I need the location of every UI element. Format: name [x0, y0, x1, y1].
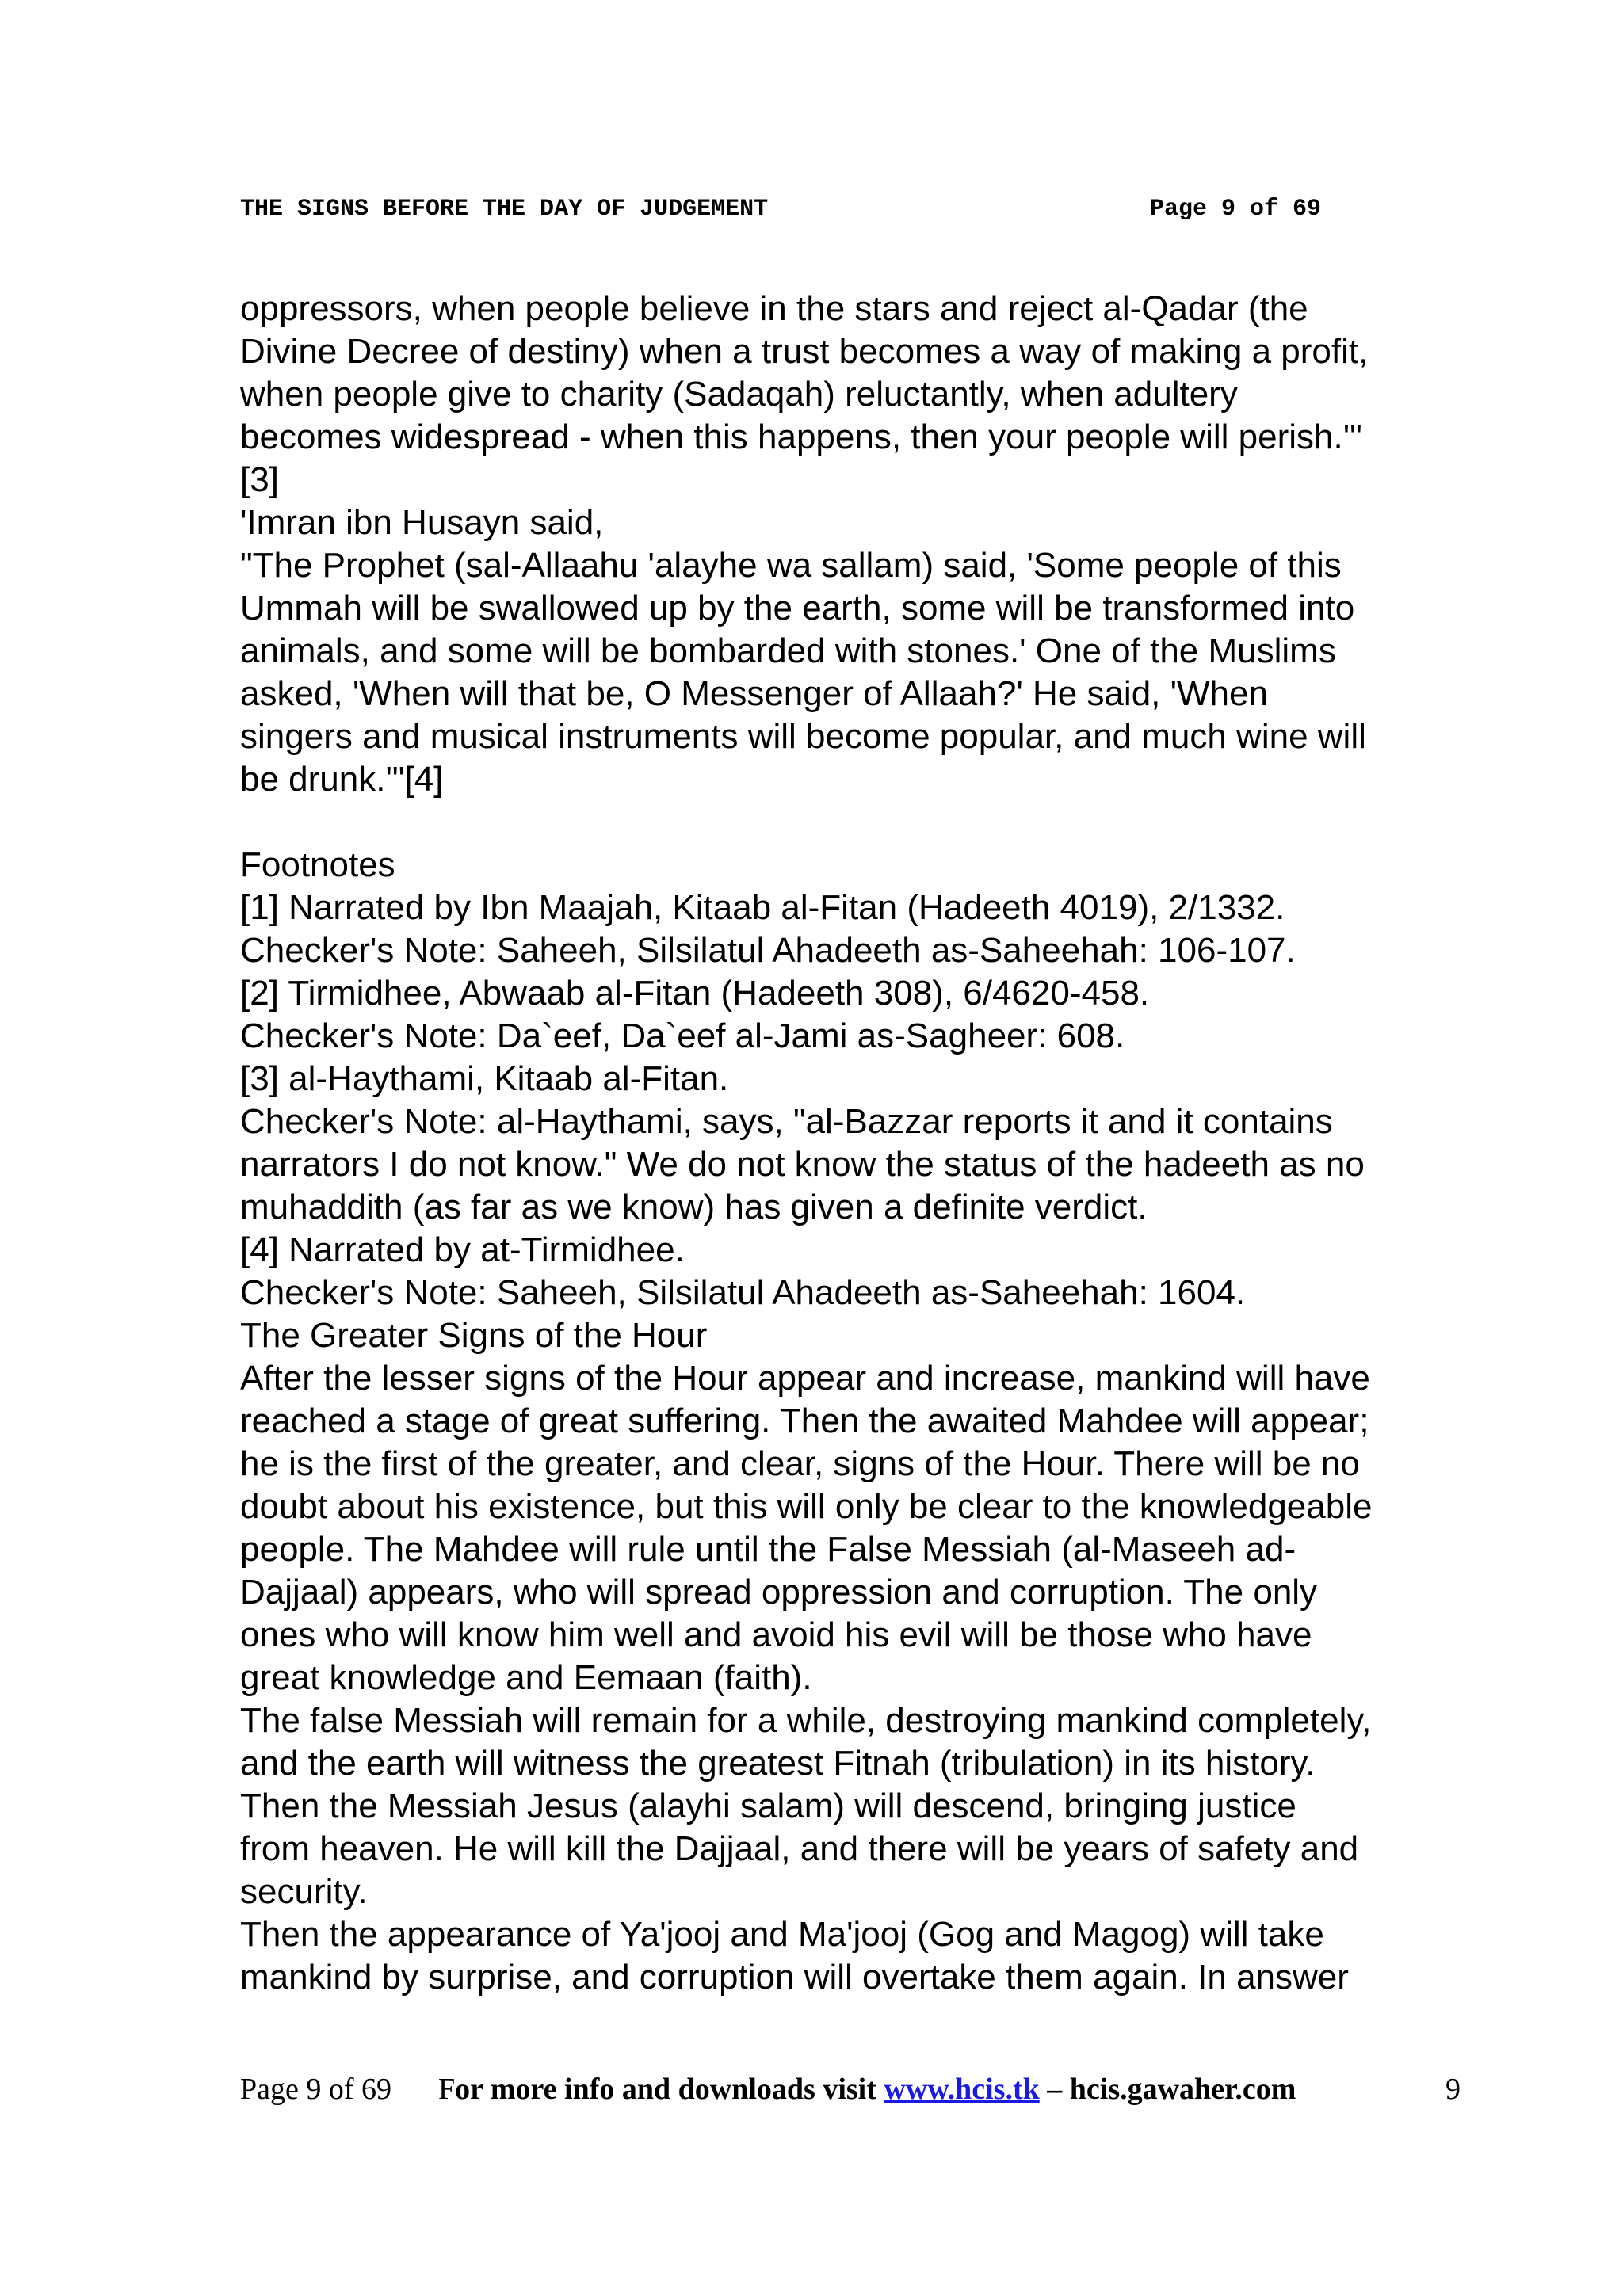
body-line: asked, 'When will that be, O Messenger of Allaah?' He said, 'When	[240, 674, 1268, 713]
footer-info-lead-letter: F	[438, 2073, 456, 2106]
footer-info	[438, 2069, 1296, 2109]
body-line: muhaddith (as far as we know) has given a definite verdict.	[240, 1188, 1148, 1226]
footer-separator-text: – hcis.gawaher.com	[1039, 2073, 1296, 2106]
blank-line	[240, 801, 1476, 844]
body-line: be drunk.'"[4]	[240, 760, 444, 799]
body-line: great knowledge and Eemaan (faith).	[240, 1658, 812, 1697]
body-line: oppressors, when people believe in the stars and reject al-Qadar (the	[240, 289, 1308, 328]
body-line: Checker's Note: al-Haythami, says, "al-Bazzar reports it and it contains	[240, 1102, 1333, 1141]
body-line: Ummah will be swallowed up by the earth, some will be transformed into	[240, 589, 1355, 627]
body-line: Then the Messiah Jesus (alayhi salam) will descend, bringing justice	[240, 1787, 1296, 1825]
footer-page-label: Page 9 of 69	[240, 2073, 392, 2106]
body-line: from heaven. He will kill the Dajjaal, and there will be years of safety and	[240, 1829, 1359, 1868]
body-line: and the earth will witness the greatest Fitnah (tribulation) in its history.	[240, 1744, 1316, 1783]
body-line: 'Imran ibn Husayn said,	[240, 503, 604, 542]
document-body	[240, 288, 1476, 1999]
body-line: Footnotes	[240, 845, 395, 884]
header-page-indicator: Page 9 of 69	[1150, 196, 1322, 223]
body-line: when people give to charity (Sadaqah) reluctantly, when adultery	[240, 375, 1238, 414]
body-line: Divine Decree of destiny) when a trust becomes a way of making a profit,	[240, 332, 1369, 371]
footer-info-text: or more info and downloads visit	[455, 2073, 884, 2106]
body-line: he is the first of the greater, and clear, signs of the Hour. There will be no	[240, 1444, 1360, 1483]
body-line: [3] al-Haythami, Kitaab al-Fitan.	[240, 1059, 729, 1098]
body-line: people. The Mahdee will rule until the False Messiah (al-Maseeh ad-	[240, 1530, 1296, 1569]
body-line: Checker's Note: Saheeh, Silsilatul Ahadeeth as-Saheehah: 106-107.	[240, 931, 1296, 970]
body-line: After the lesser signs of the Hour appear and increase, mankind will have	[240, 1359, 1370, 1398]
body-line: narrators I do not know." We do not know the status of the hadeeth as no	[240, 1145, 1365, 1184]
body-line: security.	[240, 1872, 368, 1911]
body-line: [4] Narrated by at-Tirmidhee.	[240, 1230, 685, 1269]
body-line: The false Messiah will remain for a while, destroying mankind completely,	[240, 1701, 1372, 1740]
body-line: doubt about his existence, but this will only be clear to the knowledgeable	[240, 1487, 1373, 1526]
running-header	[240, 193, 1338, 225]
body-line: Checker's Note: Da`eef, Da`eef al-Jami as-Sagheer: 608.	[240, 1016, 1125, 1055]
footer-website-link[interactable]: www.hcis.tk	[884, 2073, 1040, 2106]
body-line: The Greater Signs of the Hour	[240, 1316, 708, 1355]
body-line: [3]	[240, 460, 279, 499]
document-title: THE SIGNS BEFORE THE DAY OF JUDGEMENT	[240, 196, 769, 223]
body-line: becomes widespread - when this happens, then your people will perish.'"	[240, 418, 1362, 456]
body-line: mankind by surprise, and corruption will overtake them again. In answer	[240, 1958, 1349, 1997]
footer-page-number: 9	[1445, 2073, 1461, 2106]
body-line: [1] Narrated by Ibn Maajah, Kitaab al-Fitan (Hadeeth 4019), 2/1332.	[240, 888, 1285, 927]
page-footer	[240, 2069, 1461, 2109]
body-line: singers and musical instruments will become popular, and much wine will	[240, 717, 1366, 756]
body-line: Then the appearance of Ya'jooj and Ma'jooj (Gog and Magog) will take	[240, 1915, 1324, 1954]
body-line: reached a stage of great suffering. Then the awaited Mahdee will appear;	[240, 1402, 1369, 1440]
body-line: ones who will know him well and avoid his evil will be those who have	[240, 1615, 1312, 1654]
body-line: "The Prophet (sal-Allaahu 'alayhe wa sallam) said, 'Some people of this	[240, 546, 1342, 585]
body-line: [2] Tirmidhee, Abwaab al-Fitan (Hadeeth 308), 6/4620-458.	[240, 974, 1150, 1013]
body-line: Checker's Note: Saheeh, Silsilatul Ahadeeth as-Saheehah: 1604.	[240, 1273, 1246, 1312]
body-line: Dajjaal) appears, who will spread oppression and corruption. The only	[240, 1573, 1318, 1611]
body-line: animals, and some will be bombarded with stones.' One of the Muslims	[240, 631, 1336, 670]
